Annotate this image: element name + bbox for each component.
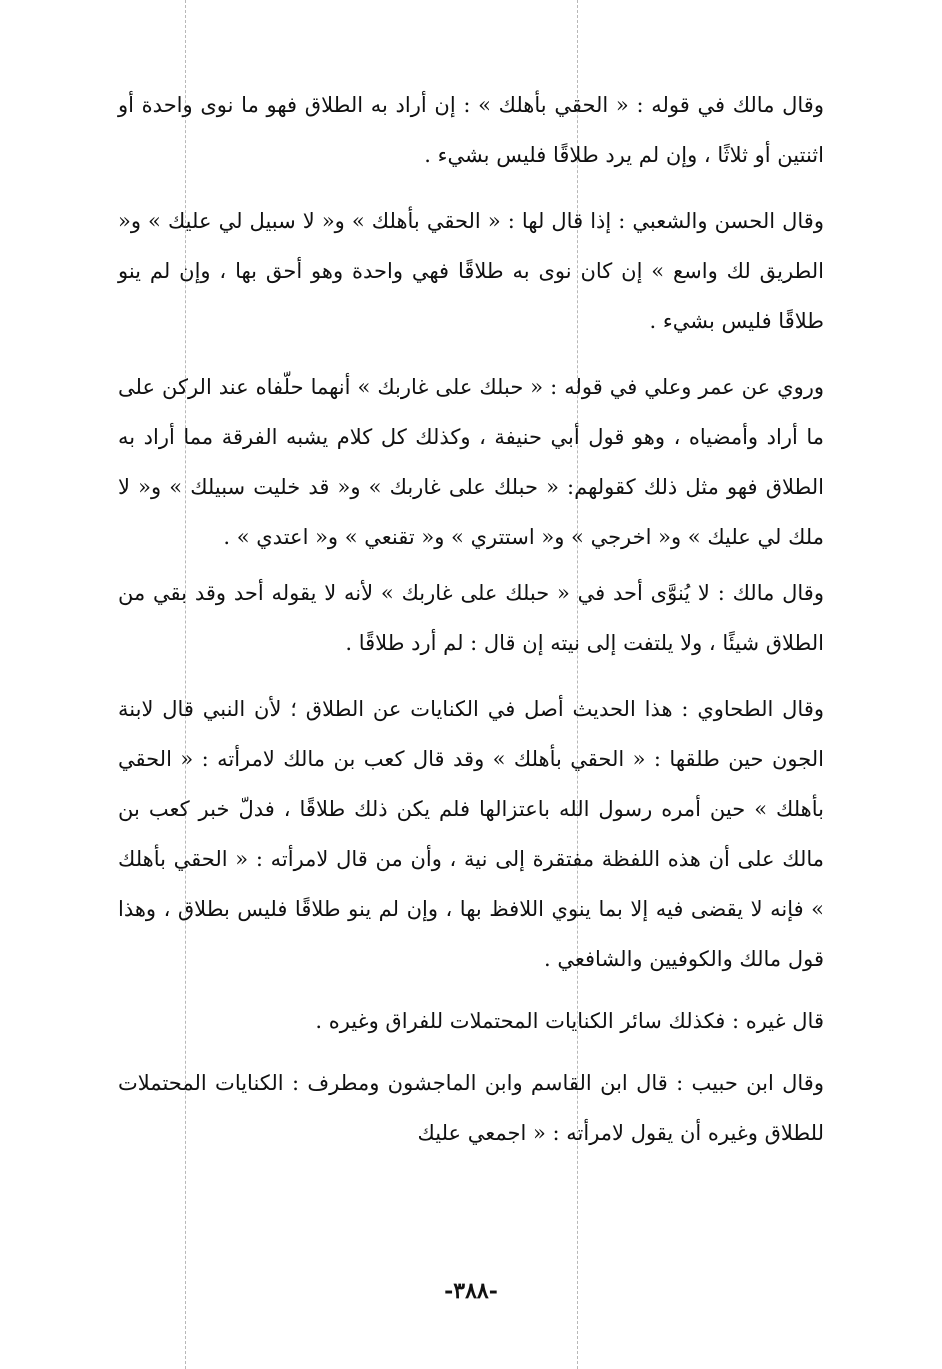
paragraph-ghayruhu: قال غيره : فكذلك سائر الكنايات المحتملات للفراق وغيره . [315,1009,824,1033]
paragraph-tahawi: وقال الطحاوي : هذا الحديث أصل في الكنايات عن الطلاق ؛ لأن النبي قال لابنة الجون حين طلقها : « الحقي بأهلك » وقد قال كعب بن مالك لامرأته : « الحقي بأهلك » حين أمره رسول الله باعتزالها فلم يكن ذلك طلاقًا ، فدلّ خبر كعب بن مالك على أن هذه اللفظة مفتقرة إلى نية ، وأن من قال لامرأته : « الحقي بأهلك » فإنه لا يقضى فيه إلا بما ينوي اللافظ بها ، وإن لم ينو طلاقًا فليس بطلاق ، وهذا قول مالك والكوفيين والشافعي . [118,697,824,971]
paragraph-hasan-shabi: وقال الحسن والشعبي : إذا قال لها : « الحقي بأهلك » و« لا سبيل لي عليك » و« الطريق لك واسع » إن كان نوى به طلاقًا فهي واحدة وهو أحق بها ، وإن لم ينو طلاقًا فليس بشيء . [118,209,824,333]
page-number: -٣٨٨- [444,1278,498,1304]
paragraph-malik-ilhaqi: وقال مالك في قوله : « الحقي بأهلك » : إن أراد به الطلاق فهو ما نوى واحدة أو اثنتين أو ثلاثًا ، وإن لم يرد طلاقًا فليس بشيء . [118,93,824,167]
page-body-text [118,80,824,1158]
paragraph-malik-habluki: وقال مالك : لا يُنوَّى أحد في « حبلك على غاربك » لأنه لا يقوله أحد وقد بقي من الطلاق شيئًا ، ولا يلتفت إلى نيته إن قال : لم أرد طلاقًا . [118,581,824,655]
paragraph-umar-ali: وروي عن عمر وعلي في قوله : « حبلك على غاربك » أنهما حلّفاه عند الركن على ما أراد وأمضياه ، وهو قول أبي حنيفة ، وكذلك كل كلام يشبه الفرقة مما أراد به الطلاق فهو مثل ذلك كقولهم: « حبلك على غاربك » و« قد خليت سبيلك » و« لا ملك لي عليك » و« اخرجي » و« استتري » و« تقنعي » و« اعتدي » . [118,375,824,549]
paragraph-ibn-habib: وقال ابن حبيب : قال ابن القاسم وابن الماجشون ومطرف : الكنايات المحتملات للطلاق وغيره أن يقول لامرأته : « اجمعي عليك [118,1071,824,1145]
